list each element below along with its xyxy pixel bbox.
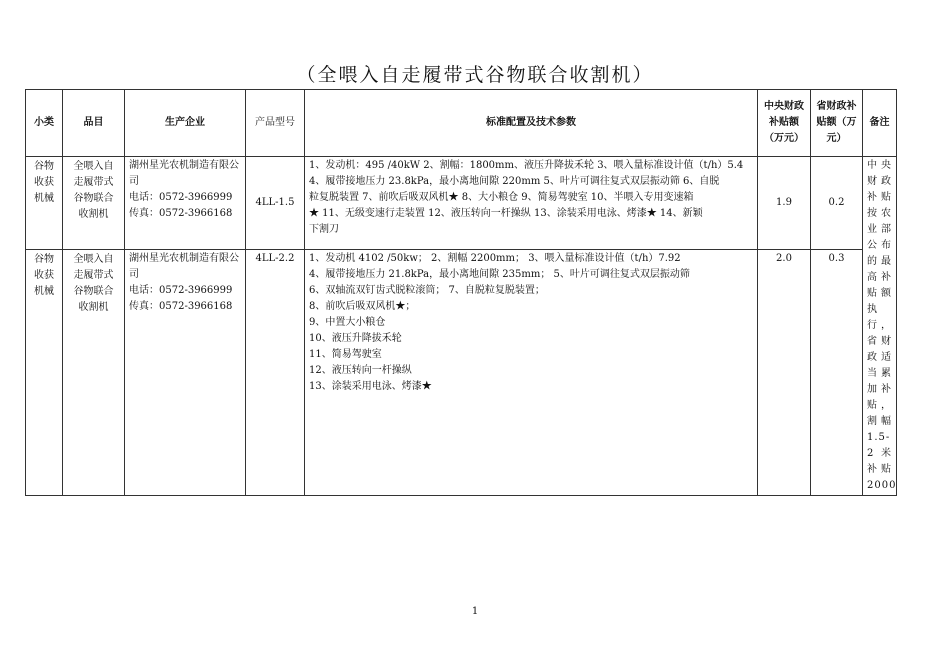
spec-line: 13、涂装采用电泳、烤漆★ [309, 381, 432, 392]
table-row [26, 157, 897, 250]
spec-line: 1、发动机 4102 /50kw； 2、割幅 2200mm； 3、喂入量标准设计值（t/h）7.92 [309, 253, 681, 264]
cell-central-subsidy: 1.9 [758, 157, 811, 250]
cell-model: 4LL-2.2 [246, 250, 305, 496]
cell-spec [305, 250, 758, 496]
spec-line: 8、前吹后吸双风机★； [309, 301, 416, 312]
subsidy-table [25, 89, 897, 496]
spec-line: 粒复脱装置 7、前吹后吸双风机★ 8、大小粮仓 9、简易驾驶室 10、半喂入专用变速箱 [309, 192, 694, 203]
spec-line: 下割刀 [309, 224, 339, 235]
spec-line: 4、履带接地压力 23.8kPa，最小离地间隙 220mm 5、叶片可调往复式双层振动筛 6、自脱 [309, 176, 720, 187]
header-model: 产品型号 [246, 90, 305, 157]
spec-line: 12、液压转向一杆操纵 [309, 365, 412, 376]
header-central-subsidy: 中央财政补贴额（万元） [758, 90, 811, 157]
spec-line: 6、双轴流双钉齿式脱粒滚筒； 7、自脱粒复脱装置； [309, 285, 545, 296]
cell-note: 中央财政补贴按农业部公布的最高补贴额执行，省财政适当累加补贴，割幅1.5-2米补贴2000 [863, 157, 897, 496]
header-category: 小类 [26, 90, 63, 157]
cell-provincial-subsidy: 0.3 [811, 250, 863, 496]
header-note: 备注 [863, 90, 897, 157]
company-name: 湖州星光农机制造有限公司 [129, 253, 239, 280]
document-title: （全喂入自走履带式谷物联合收割机） [296, 64, 654, 86]
company-fax: 传真：0572-3966168 [129, 208, 233, 219]
page-number: 1 [471, 606, 479, 617]
cell-category: 谷物收获机械 [26, 157, 63, 250]
header-item: 品目 [63, 90, 125, 157]
company-phone: 电话：0572-3966999 [129, 192, 233, 203]
header-row [26, 90, 897, 157]
cell-item: 全喂入自走履带式谷物联合收割机 [63, 157, 125, 250]
header-provincial-subsidy: 省财政补贴额（万元） [811, 90, 863, 157]
cell-company [125, 157, 246, 250]
header-spec: 标准配置及技术参数 [305, 90, 758, 157]
spec-line: 10、液压升降拔禾轮 [309, 333, 402, 344]
header-company: 生产企业 [125, 90, 246, 157]
cell-item: 全喂入自走履带式谷物联合收割机 [63, 250, 125, 496]
cell-provincial-subsidy: 0.2 [811, 157, 863, 250]
company-name: 湖州星光农机制造有限公司 [129, 160, 239, 187]
cell-model: 4LL-1.5 [246, 157, 305, 250]
spec-line: 11、简易驾驶室 [309, 349, 382, 360]
spec-line: 1、发动机：495 /40kW 2、割幅：1800mm、液压升降拔禾轮 3、喂入量标准设计值（t/h）5.4 [309, 160, 744, 171]
cell-spec [305, 157, 758, 250]
cell-category: 谷物收获机械 [26, 250, 63, 496]
company-fax: 传真：0572-3966168 [129, 301, 233, 312]
spec-line: 9、中置大小粮仓 [309, 317, 386, 328]
spec-line: 4、履带接地压力 21.8kPa，最小离地间隙 235mm； 5、叶片可调往复式双层振动筛 [309, 269, 690, 280]
cell-company [125, 250, 246, 496]
spec-line: ★ 11、无级变速行走装置 12、液压转向一杆操纵 13、涂装采用电泳、烤漆★ 14、新颖 [309, 208, 703, 219]
table-row [26, 250, 897, 496]
cell-central-subsidy: 2.0 [758, 250, 811, 496]
company-phone: 电话：0572-3966999 [129, 285, 233, 296]
